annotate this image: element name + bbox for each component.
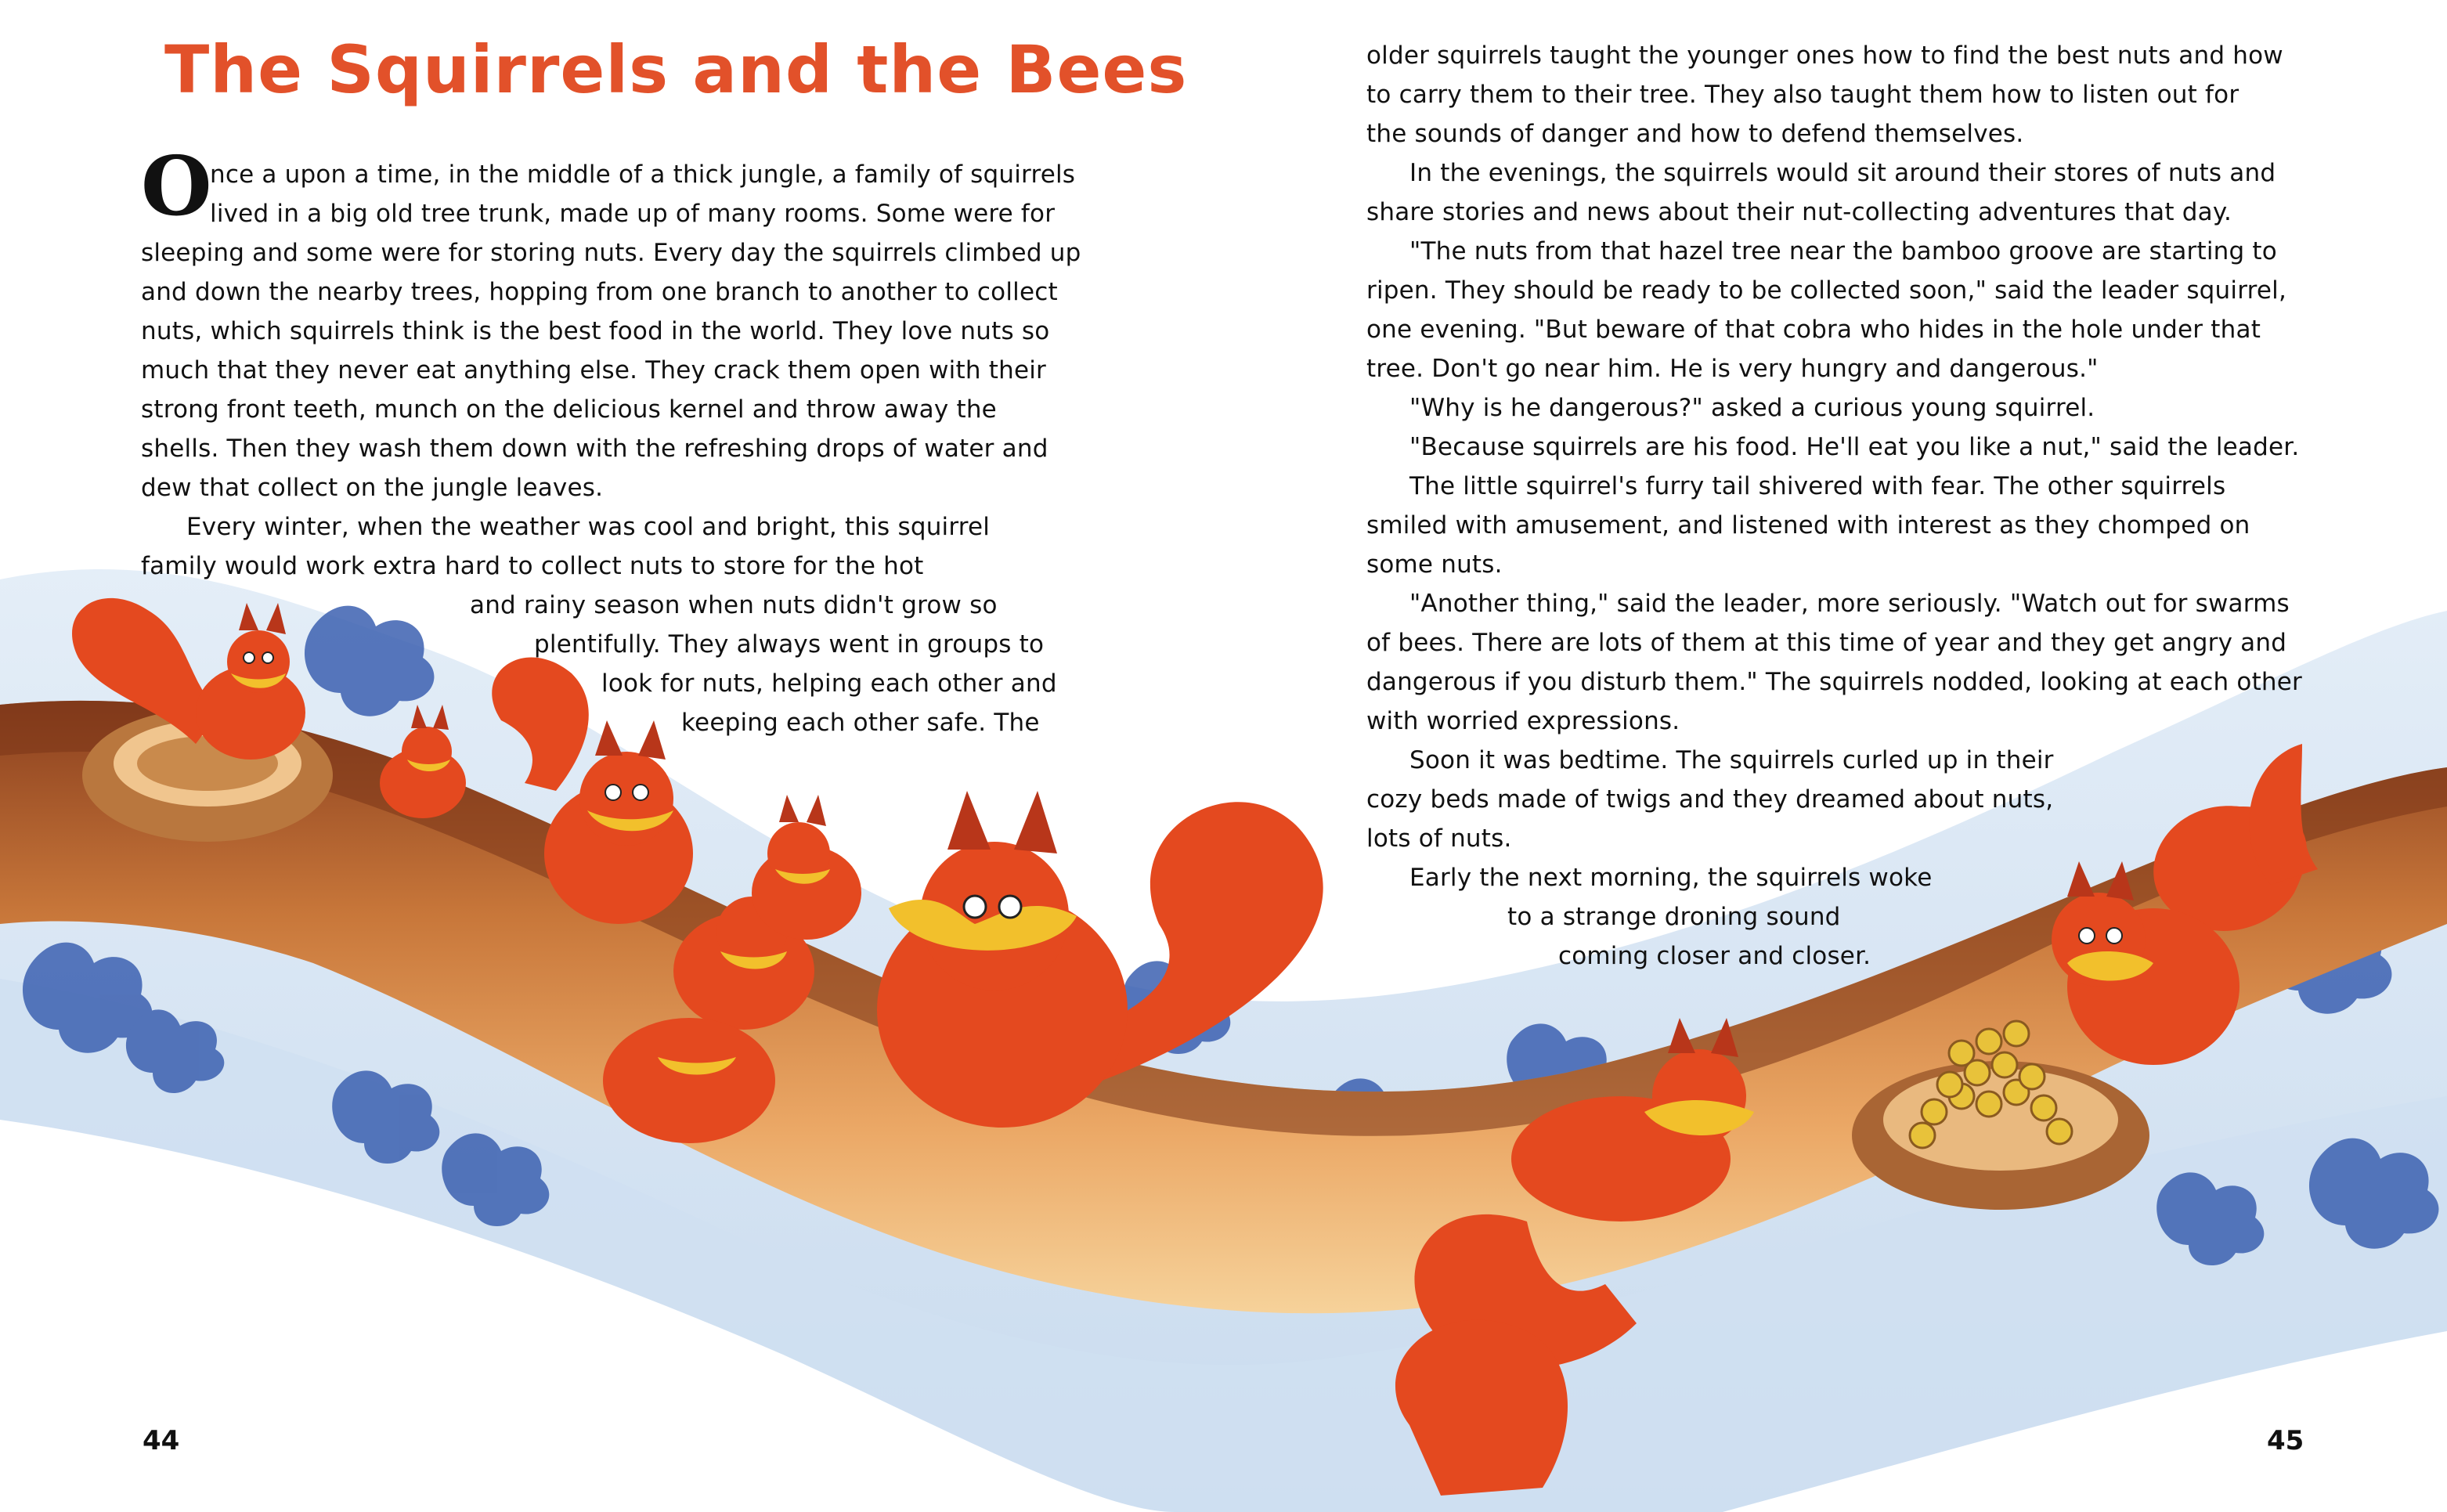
text-line: the sounds of danger and how to defend themselves. bbox=[1366, 120, 2024, 148]
text-line: keeping each other safe. The bbox=[681, 709, 1040, 737]
nest-right bbox=[1852, 1061, 2149, 1210]
text-line: to carry them to their tree. They also taught them how to listen out for bbox=[1366, 81, 2239, 109]
text-line: "Another thing," said the leader, more seriously. "Watch out for swarms bbox=[1409, 590, 2290, 618]
text-line: Every winter, when the weather was cool and bright, this squirrel bbox=[186, 513, 991, 541]
text-line: ripen. They should be ready to be collected soon," said the leader squirrel, bbox=[1366, 276, 2287, 305]
text-line: lots of nuts. bbox=[1366, 825, 1512, 853]
story-title: The Squirrels and the Bees bbox=[164, 31, 1188, 108]
text-line: coming closer and closer. bbox=[1558, 942, 1871, 970]
text-line: family would work extra hard to collect nuts to store for the hot bbox=[141, 552, 924, 580]
text-line: nuts, which squirrels think is the best food in the world. They love nuts so bbox=[141, 317, 1050, 345]
text-line: cozy beds made of twigs and they dreamed about nuts, bbox=[1366, 785, 2054, 814]
text-line: dew that collect on the jungle leaves. bbox=[141, 474, 604, 502]
text-line: of bees. There are lots of them at this time of year and they get angry and bbox=[1366, 629, 2287, 657]
text-line: "Because squirrels are his food. He'll eat you like a nut," said the leader. bbox=[1409, 433, 2300, 461]
text-line: one evening. "But beware of that cobra who hides in the hole under that bbox=[1366, 316, 2261, 344]
text-line: plentifully. They always went in groups to bbox=[534, 630, 1045, 659]
page-number-left: 44 bbox=[143, 1425, 180, 1456]
text-line: much that they never eat anything else. They crack them open with their bbox=[141, 356, 1046, 384]
text-line: smiled with amusement, and listened with interest as they chomped on bbox=[1366, 511, 2250, 539]
text-line: The little squirrel's furry tail shivered with fear. The other squirrels bbox=[1409, 472, 2226, 500]
text-line: Early the next morning, the squirrels woke bbox=[1409, 864, 1933, 892]
text-line: dangerous if you disturb them." The squirrels nodded, looking at each other bbox=[1366, 668, 2302, 696]
text-line: some nuts. bbox=[1366, 550, 1503, 579]
text-line: and down the nearby trees, hopping from one branch to another to collect bbox=[141, 278, 1058, 306]
text-line: strong front teeth, munch on the delicious kernel and throw away the bbox=[141, 395, 997, 424]
text-line: In the evenings, the squirrels would sit around their stores of nuts and bbox=[1409, 159, 2276, 187]
text-line: nce a upon a time, in the middle of a thick jungle, a family of squirrels bbox=[210, 161, 1076, 189]
text-line: sleeping and some were for storing nuts. Every day the squirrels climbed up bbox=[141, 239, 1081, 267]
text-line: share stories and news about their nut-collecting adventures that day. bbox=[1366, 198, 2232, 226]
page-number-right: 45 bbox=[2267, 1425, 2304, 1456]
text-line: "Why is he dangerous?" asked a curious young squirrel. bbox=[1409, 394, 2095, 422]
text-line: shells. Then they wash them down with the refreshing drops of water and bbox=[141, 435, 1048, 463]
text-line: "The nuts from that hazel tree near the bamboo groove are starting to bbox=[1409, 237, 2277, 265]
drop-cap: O bbox=[141, 138, 212, 234]
text-line: lived in a big old tree trunk, made up of many rooms. Some were for bbox=[210, 200, 1056, 228]
text-line: with worried expressions. bbox=[1366, 707, 1680, 735]
text-line: and rainy season when nuts didn't grow so bbox=[470, 591, 998, 619]
text-line: older squirrels taught the younger ones how to find the best nuts and how bbox=[1366, 41, 2283, 70]
text-line: look for nuts, helping each other and bbox=[601, 669, 1057, 698]
text-line: to a strange droning sound bbox=[1507, 903, 1841, 931]
text-line: tree. Don't go near him. He is very hungry and dangerous." bbox=[1366, 355, 2099, 383]
text-line: Soon it was bedtime. The squirrels curled up in their bbox=[1409, 746, 2054, 774]
